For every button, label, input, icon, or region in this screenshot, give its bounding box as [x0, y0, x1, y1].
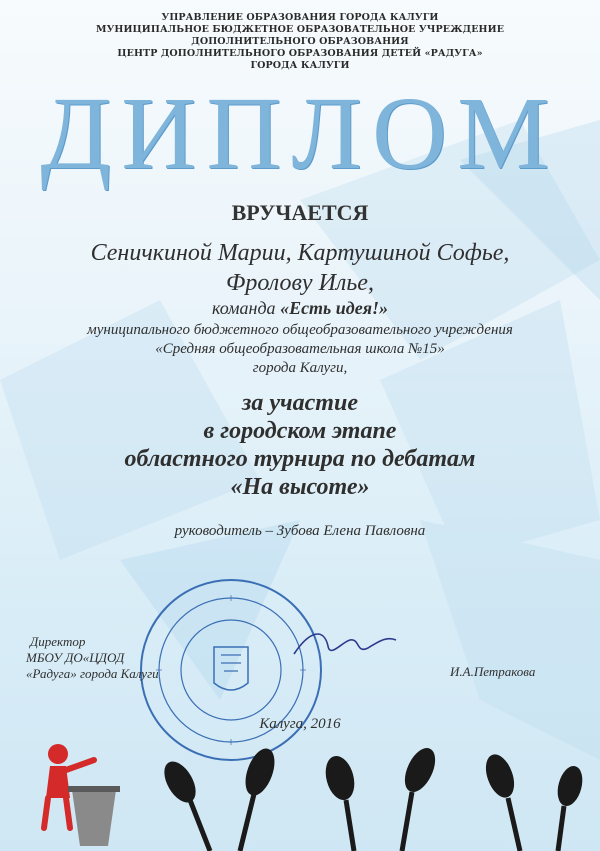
- org-line-1: муниципального бюджетного общеобразовательного учреждения: [87, 322, 513, 338]
- speaker-figure-icon: [20, 738, 140, 848]
- official-stamp: [136, 575, 326, 765]
- award-label: ВРУЧАЕТСЯ: [231, 200, 369, 225]
- header-line-2: МУНИЦИПАЛЬНОЕ БЮДЖЕТНОЕ ОБРАЗОВАТЕЛЬНОЕ УЧРЕЖДЕНИЕ: [95, 24, 505, 35]
- recipients-line-2: Фролову Илье,: [226, 270, 374, 296]
- org-line-2: «Средняя общеобразовательная школа №15»: [155, 341, 445, 357]
- header-line-4: ЦЕНТР ДОПОЛНИТЕЛЬНОГО ОБРАЗОВАНИЯ ДЕТЕЙ «РАДУГА»: [117, 48, 483, 59]
- reason-line-2: в городском этапе: [203, 418, 397, 444]
- reason-line-3: областного турнира по дебатам: [124, 446, 476, 472]
- header-line-3: ДОПОЛНИТЕЛЬНОГО ОБРАЗОВАНИЯ: [191, 36, 409, 47]
- team-line: [0, 298, 600, 319]
- recipients-line-1: Сеничкиной Марии, Картушиной Софье,: [90, 240, 510, 266]
- supervisor-line: руководитель – Зубова Елена Павловна: [174, 523, 426, 539]
- org-line-3: города Калуги,: [252, 360, 348, 376]
- team-prefix: команда: [211, 298, 281, 318]
- director-label: Директор: [30, 634, 86, 649]
- reason-line-1: за участие: [242, 390, 358, 416]
- reason-line-4: «На высоте»: [230, 474, 370, 500]
- director-org-city: «Радуга» города Калуги: [26, 666, 159, 681]
- microphones-decoration: [140, 742, 600, 851]
- team-name: «Есть идея!»: [280, 298, 388, 318]
- director-org: МБОУ ДО«ЦДОД: [26, 650, 125, 665]
- director-name: И.А.Петракова: [450, 664, 536, 679]
- header-line-1: УПРАВЛЕНИЕ ОБРАЗОВАНИЯ ГОРОДА КАЛУГИ: [161, 12, 439, 23]
- diploma-title: ДИПЛОМ: [40, 76, 560, 191]
- header-line-5: ГОРОДА КАЛУГИ: [250, 60, 350, 71]
- place-date: Калуга, 2016: [259, 716, 341, 732]
- signature: [290, 620, 400, 670]
